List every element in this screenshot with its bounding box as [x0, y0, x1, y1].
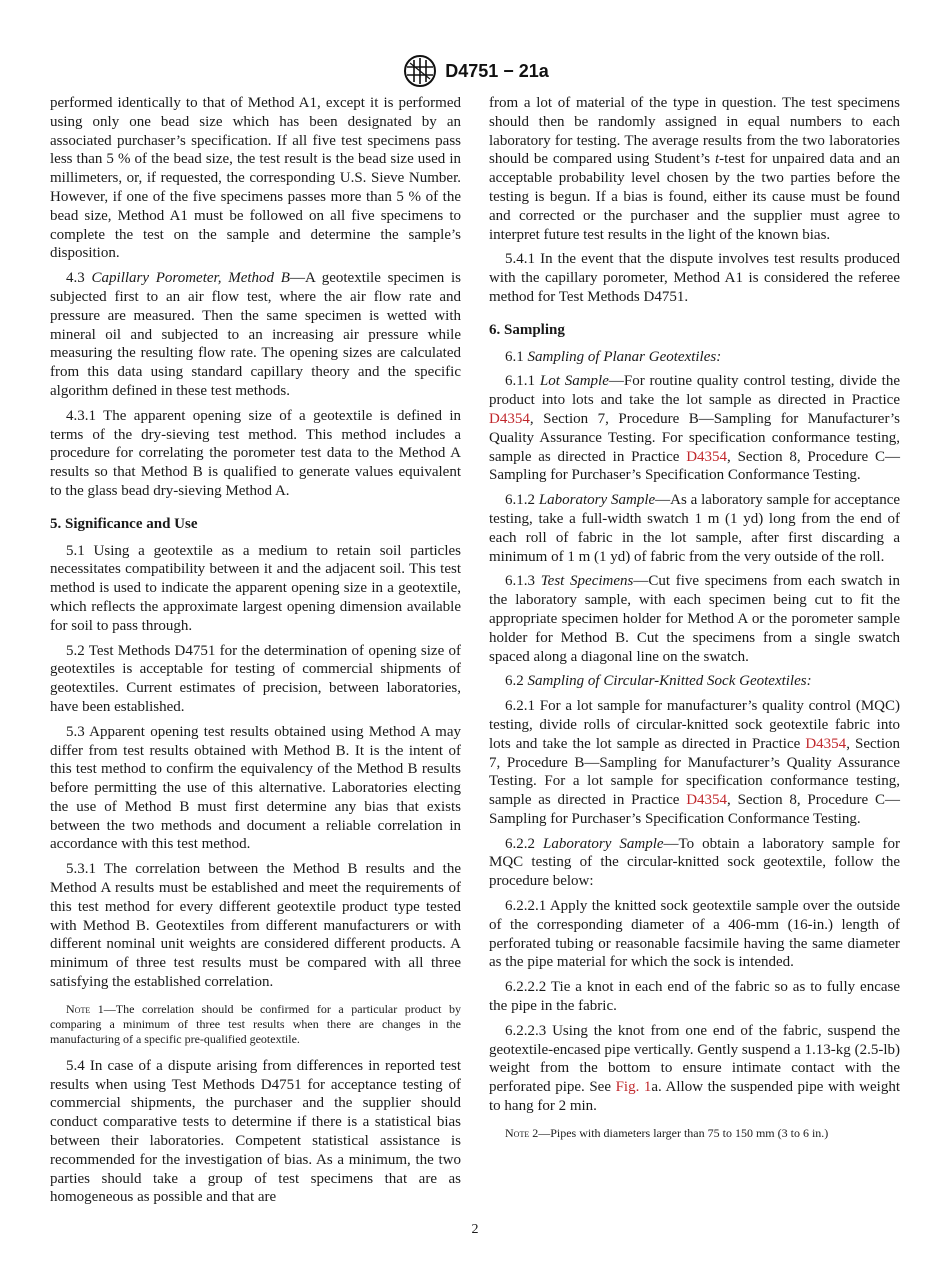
paragraph-4-3: 4.3 Capillary Porometer, Method B—A geotextile specimen is subjected first to an air flow test, where the air flow rate and pressure are measured. Then the same specimen is wetted with mineral oil and subjected to an increasing air pressure while measuring the resulting flow rate. The opening sizes are calculated from this data using standard capillary theory and the specific algorithm defined in these test methods.: [50, 270, 462, 399]
reference-link-d4354[interactable]: D4354: [805, 735, 847, 752]
paragraph-6-2-1: 6.2.1 For a lot sample for manufacturer’s quality control (MQC) testing, divide rolls of circular-knitted sock geotextile fabric into lots and take the lot sample as directed in Practice D4354, Section 7, Procedure B—Sampling for Manufacturer’s Quality Assurance Testing. For a lot sample for specification conformance testing, sample as directed in Practice D4354, Section 8, Procedure C—Sampling for Purchaser’s Specification Conformance Testing.: [489, 698, 900, 827]
page-number: 2: [471, 1222, 479, 1237]
paragraph-5-1: 5.1 Using a geotextile as a medium to retain soil particles necessitates compatibility between it and the adjacent soil. This test method is used to indicate the apparent opening size in a geotextile, which reflects the approximate largest opening dimension available for soil to pass through.: [50, 542, 461, 634]
paragraph-5-4-continued: from a lot of material of the type in question. The test specimens should then be randomly assigned in equal numbers to each laboratory for testing. The average results from the two laboratories should be compared using Student’s t-test for unpaired data and an acceptable probability level chosen by the two parties before the testing is begun. If a bias is found, either its cause must be found and corrected or the purchaser and the supplier must agree to interpret future test results in the light of the known bias.: [489, 95, 900, 243]
paragraph-6-2-2-3: 6.2.2.3 Using the knot from one end of the fabric, suspend the geotextile-encased pipe vertically. Gently suspend a 1.13-kg (2.5-lb) weight from the bottom to ensure intimate contact with the perforated pipe. See Fig. 1a. Allow the suspended pipe with weight to hang for 2 min.: [489, 1022, 900, 1115]
paragraph-6-1-2: 6.1.2 Laboratory Sample—As a laboratory sample for acceptance testing, take a full-width swatch 1 m (1 yd) long from the end of each roll of fabric in the lot sample, after first discarding a minimum of 1 m (1 yd) of fabric from the very outside of the roll.: [489, 492, 901, 565]
paragraph-5-4-1: 5.4.1 In the event that the dispute involves test results produced with the capillary porometer, Method A1 is considered the referee method for Test Methods D4751.: [489, 251, 900, 305]
right-column: [489, 94, 900, 1151]
paragraph-6-1-1: 6.1.1 Lot Sample—For routine quality control testing, divide the product into lots and take the lot sample as directed in Practice D4354, Section 7, Procedure B—Sampling for Manufacturer’s Quality Assurance Testing. For specification conformance testing, sample as directed in Practice D4354, Section 8, Procedure C—Sampling for Purchaser’s Specification Conformance Testing.: [489, 373, 900, 484]
reference-link-d4354[interactable]: D4354: [686, 448, 728, 465]
paragraph-4-3-1: 4.3.1 The apparent opening size of a geotextile is defined in terms of the dry-sieving test method. This method includes a procedure for correlating the porometer test data to the Method A results so that Method B is qualified to generate values equivalent to the glass bead dry-sieving Method A.: [50, 407, 461, 499]
figure-link-fig-1[interactable]: Fig. 1: [615, 1079, 652, 1096]
paragraph-6-2-2-2: 6.2.2.2 Tie a knot in each end of the fabric so as to fully encase the pipe in the fabric.: [489, 979, 900, 1015]
paragraph-5-2: 5.2 Test Methods D4751 for the determination of opening size of geotextiles is acceptable for testing of commercial shipments of geotextiles. Current estimates of precision, between laboratories, have been established.: [50, 642, 461, 715]
paragraph-5-4: 5.4 In case of a dispute arising from differences in reported test results when using Test Methods D4751 for acceptance testing of commercial shipments, the purchaser and the supplier should conduct comparative tests to determine if there is a statistical bias between their laboratories. Competent statistical assistance is recommended for the investigation of bias. As a minimum, the two parties should take a group of test specimens that are as homogeneous as possible and that are: [50, 1057, 461, 1206]
paragraph-6-2: 6.2 Sampling of Circular-Knitted Sock Geotextiles:: [505, 673, 812, 690]
paragraph-6-2-2-1: 6.2.2.1 Apply the knitted sock geotextile sample over the outside of the corresponding diameter of a 406-mm (16-in.) length of perforated tubing or reasonable facsimile having the same diameter as the pipe material for which the sock is intended.: [489, 898, 900, 971]
paragraph-5-3: 5.3 Apparent opening test results obtained using Method A may differ from test results obtained with Method B. It is the intent of this test method to confirm the equivalency of the Method B results before permitting the use of this alternative. Laboratories electing the use of Method B must first determine any bias that exists between the two methods and document a reliable correlation in accordance with this test method.: [50, 723, 461, 853]
reference-link-d4354[interactable]: D4354: [686, 792, 728, 809]
paragraph-6-2-2: 6.2.2 Laboratory Sample—To obtain a laboratory sample for MQC testing of the circular-knitted sock geotextile, follow the procedure below:: [489, 835, 900, 890]
section-6-heading: 6. Sampling: [489, 321, 565, 338]
astm-logo-icon: [401, 54, 439, 88]
reference-link-d4354[interactable]: D4354: [489, 410, 530, 427]
paragraph-6-1-3: 6.1.3 Test Specimens—Cut five specimens from each swatch in the laboratory sample, with each specimen being cut to fit the appropriate specimen holder for Method A or the porometer sample holder for Method B. Cut the specimens from a single swatch spaced along a diagonal line on the swatch.: [489, 573, 900, 665]
paragraph-continued: performed identically to that of Method A1, except it is performed using only one bead size which has been designated by an associated purchaser’s specification. If all five test specimens pass less than 5 % of the bead size, the test result is the bead size used in millimeters, or, if requested, the corresponding U.S. Sieve Number. However, if one of the five specimens passes more than 5 % of the bead size, Method A1 must be followed on all five specimens to complete the test on the sample and determine the sample’s disposition.: [50, 95, 461, 262]
note-2: Note 2—Pipes with diameters larger than 75 to 150 mm (3 to 6 in.): [505, 1125, 829, 1140]
paragraph-6-1: 6.1 Sampling of Planar Geotextiles:: [505, 348, 722, 365]
page-header: [0, 54, 950, 93]
left-column: [50, 94, 461, 1213]
document-id: D4751 − 21a: [445, 60, 549, 81]
section-5-heading: 5. Significance and Use: [50, 515, 198, 532]
note-1: Note 1—The correlation should be confirmed for a particular product by comparing a minimum of three test results when there are changes in the manufacturing of a specific pre-qualified geotextile.: [50, 1001, 462, 1046]
paragraph-5-3-1: 5.3.1 The correlation between the Method B results and the Method A results must be established and meet the requirements of this test method for every different geotextile product type tested with Method B. Geotextiles from different manufacturers or with different nominal unit weights are considered different products. A minimum of three test results must be compared with all three satisfying the established correlation.: [50, 861, 461, 991]
